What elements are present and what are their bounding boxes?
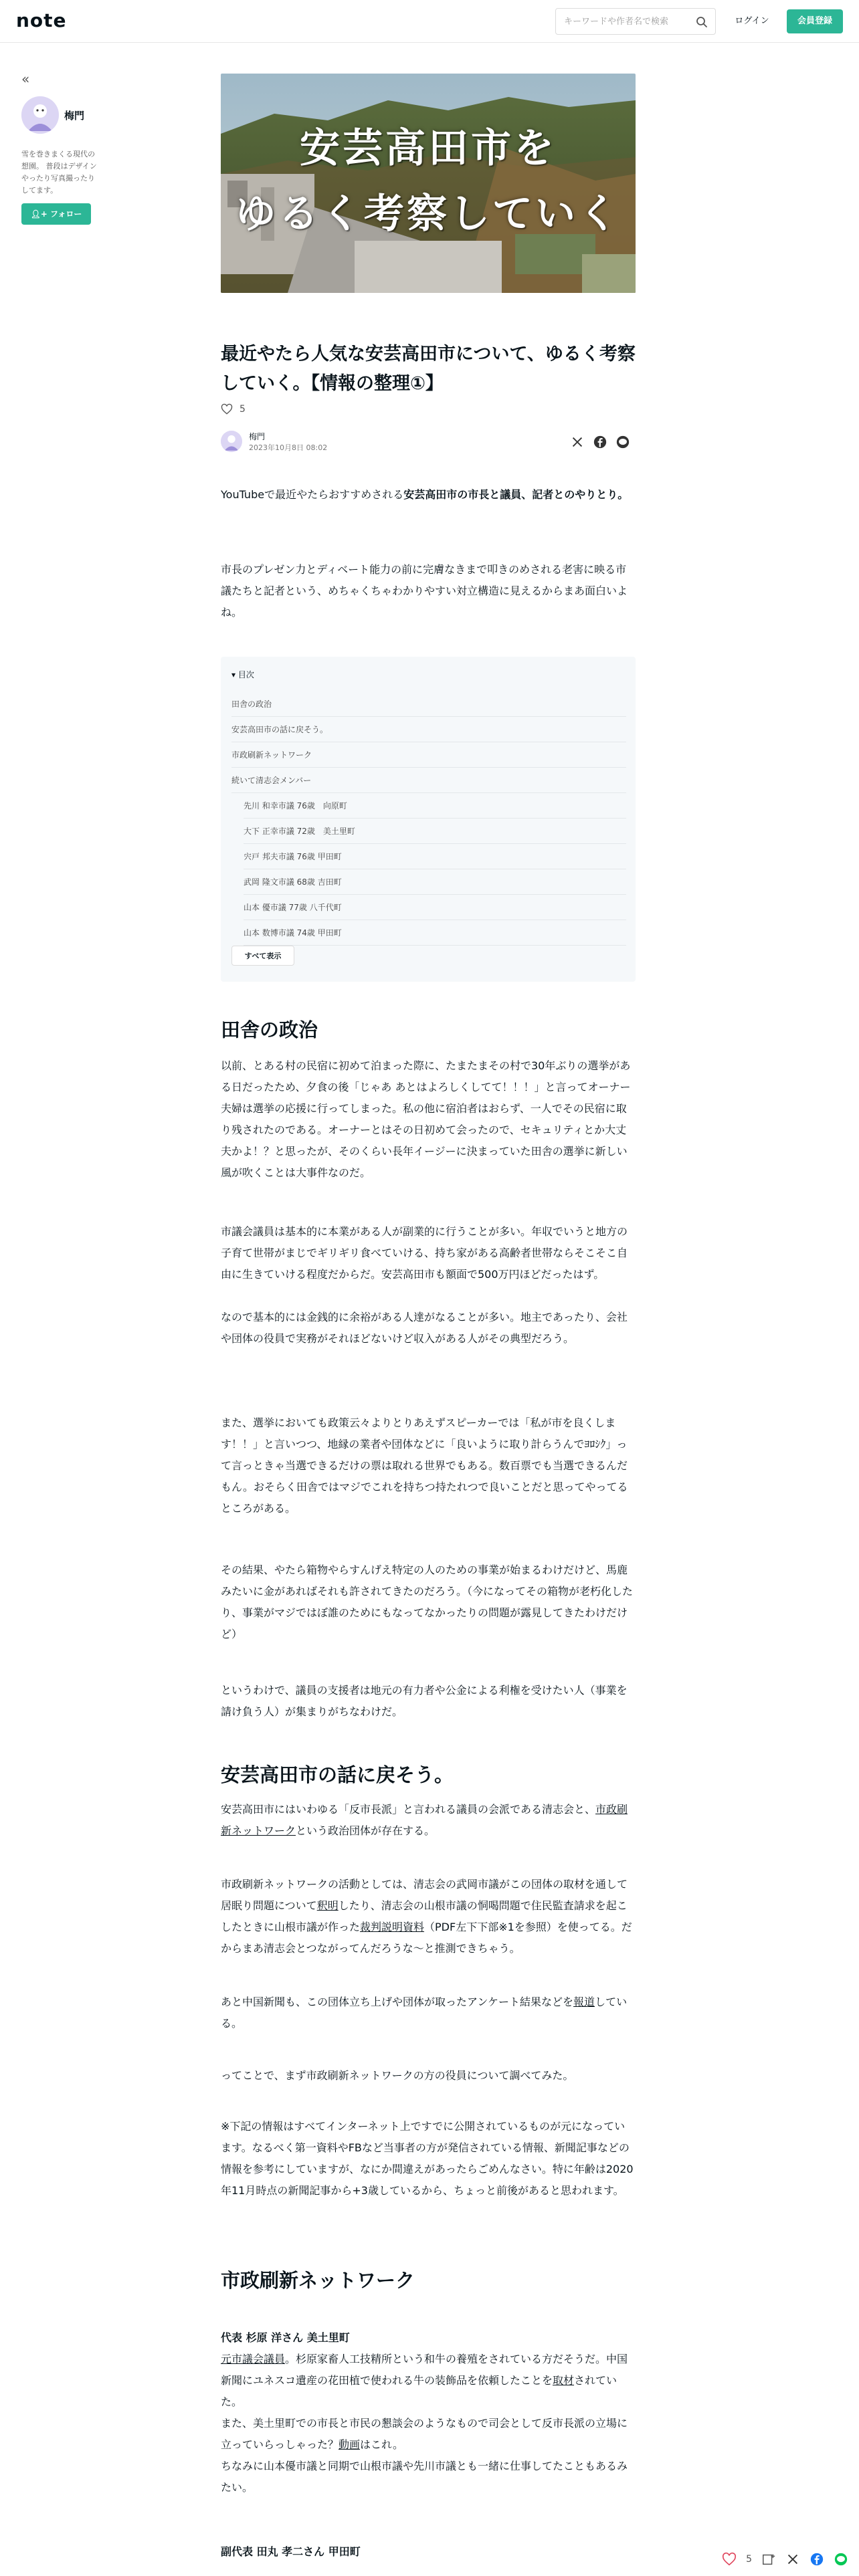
x-share-icon[interactable] bbox=[785, 2552, 800, 2567]
sidebar-author-bio: 雪を巻きまくる現代の想園。 普段はデザインやったり写真撮ったりしてます。 bbox=[21, 150, 97, 195]
section2-paragraph-2 bbox=[221, 1874, 636, 1959]
intro-paragraph-1 bbox=[221, 484, 636, 506]
section1-paragraph-1: 以前、とある村の民宿に初めて泊まった際に、たまたまその村で30年ぶりの選挙がある日だったため、夕食の後「じゃあ あとはよろしくしてて！！！」と言ってオーナー夫婦は選挙の応援に行ってしまった。私の他に宿泊者はおらず、一人でその民宿に取り残されたのである。オーナーとはその日初めて会ったので、セキュリティとか大丈夫かよ！？と思ったが、そのくらい長年イージーに決まっていた田舎の選挙に新しい風が吹くことは大事件なのだ。 bbox=[221, 1059, 631, 1179]
toc-item[interactable]: 安芸高田市の話に戻そう。 bbox=[231, 717, 626, 742]
text-span: 。杉原家畜人工技精所という和牛の養殖をされている方だそうだ。中国新聞にユネスコ遺産の花田植で使われる牛の装飾品を依頼したことを bbox=[221, 2353, 628, 2387]
link-shisei-network[interactable]: 市政刷新ネットワーク bbox=[221, 1803, 628, 1837]
login-button[interactable]: ログイン bbox=[735, 16, 769, 26]
section3-paragraph-1 bbox=[221, 2349, 636, 2413]
article-like-row bbox=[221, 400, 246, 419]
publish-date: 2023年10月8日 08:02 bbox=[249, 443, 328, 452]
toc-toggle-icon: ▾ bbox=[231, 670, 238, 679]
text-span: （PDF左下下部※1を参照）を使ってる。だからまあ清志会とつながってんだろうな〜と推測できちゃう。 bbox=[221, 1921, 632, 1955]
toc-subitem[interactable]: 大下 正幸市議 72歳 美土里町 bbox=[244, 819, 626, 844]
text-span: 市政刷新ネットワークの活動としては、清志会の武岡市議がこの団体の取材を通して居眠り問題について bbox=[221, 1878, 628, 1912]
collapse-sidebar-icon[interactable]: « bbox=[21, 71, 30, 87]
section2-paragraph-4: ってことで、まず市政刷新ネットワークの方の役員について調べてみた。 bbox=[221, 2069, 574, 2082]
text-span: している。 bbox=[221, 1996, 628, 2030]
section-heading-shisei-network: 市政刷新ネットワーク bbox=[221, 2269, 415, 2292]
text-span: という政治団体が存在する。 bbox=[296, 1824, 436, 1837]
section1-paragraph-2: 市議会議員は基本的に本業がある人が副業的に行うことが多い。年収でいうと地方の子育て世帯がまじでギリギリ食べていける、持ち家がある高齢者世帯ならそこそこ自由に生きていける程度だからだ。安芸高田市も額面で500万円ほどだったはず。 bbox=[221, 1225, 628, 1281]
toc-subitem[interactable]: 宍戸 邦夫市議 76歳 甲田町 bbox=[244, 844, 626, 869]
text-span: 安芸高田市にはいわゆる「反市長派」と言われる議員の会派である清志会と、 bbox=[221, 1803, 596, 1816]
heart-icon[interactable] bbox=[722, 2552, 737, 2567]
text-span: また、美土里町での市長と市民の懇談会のようなもので司会として反市長派の立場に立っていらっしゃった？ bbox=[221, 2417, 628, 2451]
signup-button[interactable]: 会員登録 bbox=[787, 9, 843, 33]
article-author-row bbox=[221, 431, 636, 455]
toc-subitem[interactable]: 武岡 隆文市議 68歳 吉田町 bbox=[244, 869, 626, 895]
link-former-council-member[interactable]: 元市議会議員 bbox=[221, 2353, 286, 2365]
floating-action-bar bbox=[722, 2549, 848, 2569]
line-share-icon[interactable] bbox=[834, 2552, 848, 2567]
toc-subitem[interactable]: 先川 和幸市議 76歳 向原町 bbox=[244, 793, 626, 819]
section2-paragraph-1 bbox=[221, 1799, 636, 1842]
section2-paragraph-3 bbox=[221, 1992, 636, 2034]
toc-subitem[interactable]: 山本 数博市議 74歳 甲田町 bbox=[244, 920, 626, 946]
toc-item[interactable]: 田舎の政治 bbox=[231, 691, 626, 717]
text-span: されていた。 bbox=[221, 2374, 617, 2408]
article-hero-image bbox=[221, 74, 636, 293]
section3-paragraph-2 bbox=[221, 2413, 636, 2456]
section1-paragraph-4: また、選挙においても政策云々よりとりあえずスピーカーでは「私が市を良くします！！」と言いつつ、地縁の業者や団体などに「良いように取り計らうんでﾖﾛｼｸ」って言っときゃ当選できるだけの票は取れる世界でもある。数百票でも当選できるんだもん。おそらく田舎ではマジでこれを持ちつ持たれつで良いことだと思ってやってるところがある。 bbox=[221, 1416, 628, 1515]
search-input[interactable] bbox=[564, 9, 691, 34]
heart-icon[interactable] bbox=[221, 403, 233, 415]
author-avatar-small[interactable] bbox=[221, 431, 242, 452]
facebook-share-icon[interactable] bbox=[809, 2552, 824, 2567]
link-interview[interactable]: 取材 bbox=[553, 2374, 575, 2387]
table-of-contents bbox=[221, 657, 636, 982]
section3-paragraph-3: ちなみに山本優市議と同期で山根市議や先川市議とも一緒に仕事してたこともあるみたい。 bbox=[221, 2460, 628, 2494]
toc-item[interactable]: 市政刷新ネットワーク bbox=[231, 742, 626, 768]
follow-person-icon: 👤︎+ bbox=[30, 209, 51, 219]
text-span: したり、清志会の山根市議の恫喝問題で住民監査請求を起こしたときに山根市議が作った bbox=[221, 1899, 628, 1933]
link-news-report[interactable]: 報道 bbox=[573, 1996, 595, 2008]
toc-item[interactable]: 続いて清志会メンバー bbox=[231, 768, 626, 793]
search-icon[interactable] bbox=[695, 15, 708, 29]
link-court-document[interactable]: 裁判説明資料 bbox=[360, 1921, 425, 1933]
article-title: 最近やたら人気な安芸高田市について、ゆるく考察していく。【情報の整理①】 bbox=[221, 344, 636, 394]
top-navigation-bar bbox=[0, 0, 859, 43]
sidebar-author-name[interactable]: 梅門 bbox=[64, 110, 85, 122]
hero-title-line1: 安芸高田市を bbox=[300, 125, 557, 172]
hero-title-line2: ゆるく考察していく bbox=[235, 191, 621, 237]
section1-paragraph-6: というわけで、議員の支援者は地元の有力者や公金による利権を受けたい人（事業を請け負う人）が集まりがちなわけだ。 bbox=[221, 1684, 628, 1718]
search-box[interactable] bbox=[555, 8, 716, 35]
follow-button[interactable] bbox=[21, 203, 91, 225]
section1-paragraph-5: その結果、やたら箱物やらすんげえ特定の人のための事業が始まるわけだけど、馬鹿みたいに金があればそれも許されてきたのだろう。（今になってその箱物が老朽化したり、事業がマジではぼ誰のためにもなってなかったりの問題が露見してきたわけだけど） bbox=[221, 1564, 634, 1640]
x-share-icon[interactable] bbox=[570, 435, 585, 449]
link-explanation[interactable]: 釈明 bbox=[316, 1899, 339, 1912]
section-heading-rural-politics: 田舎の政治 bbox=[221, 1018, 318, 1041]
link-video[interactable]: 動画 bbox=[339, 2438, 361, 2451]
logo-text: note bbox=[16, 9, 67, 31]
toc-heading-label: 目次 bbox=[237, 670, 254, 679]
subheading-representative: 代表 杉原 洋さん 美土里町 bbox=[221, 2331, 350, 2344]
section1-paragraph-3: なので基本的には金銭的に余裕がある人達がなることが多い。地主であったり、会社や団体の役員で実務がそれほどないけど収入がある人がその典型だろう。 bbox=[221, 1311, 628, 1345]
facebook-share-icon[interactable] bbox=[593, 435, 607, 449]
toc-heading[interactable] bbox=[231, 669, 254, 680]
toc-show-all-button[interactable]: すべて表示 bbox=[231, 946, 294, 966]
author-name[interactable]: 梅門 bbox=[249, 432, 266, 441]
section-heading-back-to-akitakata: 安芸高田市の話に戻そう。 bbox=[221, 1763, 454, 1786]
bottom-like-count[interactable]: 5 bbox=[746, 2554, 752, 2565]
text-span: はこれ。 bbox=[360, 2438, 403, 2451]
intro-paragraph-2: 市長のプレゼン力とディベート能力の前に完膚なきまで叩きのめされる老害に映る市議たちと記者という、めちゃくちゃわかりやすい対立構造に見えるからまあ面白いよね。 bbox=[221, 563, 628, 619]
note-logo[interactable] bbox=[16, 9, 67, 31]
text-span: あと中国新聞も、この団体立ち上げや団体が取ったアンケート結果などを bbox=[221, 1996, 574, 2008]
section2-disclaimer: ※下記の情報はすべてインターネット上ですでに公開されているものが元になっています。なるべく第一資料やFBなど当事者の方が発信されている情報、新聞記事などの情報を参考にしていますが、なにか間違えがあったらごめんなさい。特に年齢は2020年11月時点の新聞記事から+3歳しているから、ちょっと前後があると思われます。 bbox=[221, 2120, 634, 2197]
subheading-vice-representative: 副代表 田丸 孝二さん 甲田町 bbox=[221, 2545, 361, 2558]
line-share-icon[interactable] bbox=[615, 435, 630, 449]
like-count[interactable]: 5 bbox=[240, 404, 246, 415]
intro-text: YouTubeで最近やたらおすすめされる bbox=[221, 488, 404, 501]
toc-subitem[interactable]: 山本 優市議 77歳 八千代町 bbox=[244, 895, 626, 920]
author-avatar[interactable] bbox=[21, 96, 59, 134]
magazine-add-icon[interactable] bbox=[761, 2552, 776, 2567]
intro-bold-text: 安芸高田市の市長と議員、記者とのやりとり。 bbox=[403, 488, 629, 501]
follow-label: フォロー bbox=[50, 209, 82, 219]
